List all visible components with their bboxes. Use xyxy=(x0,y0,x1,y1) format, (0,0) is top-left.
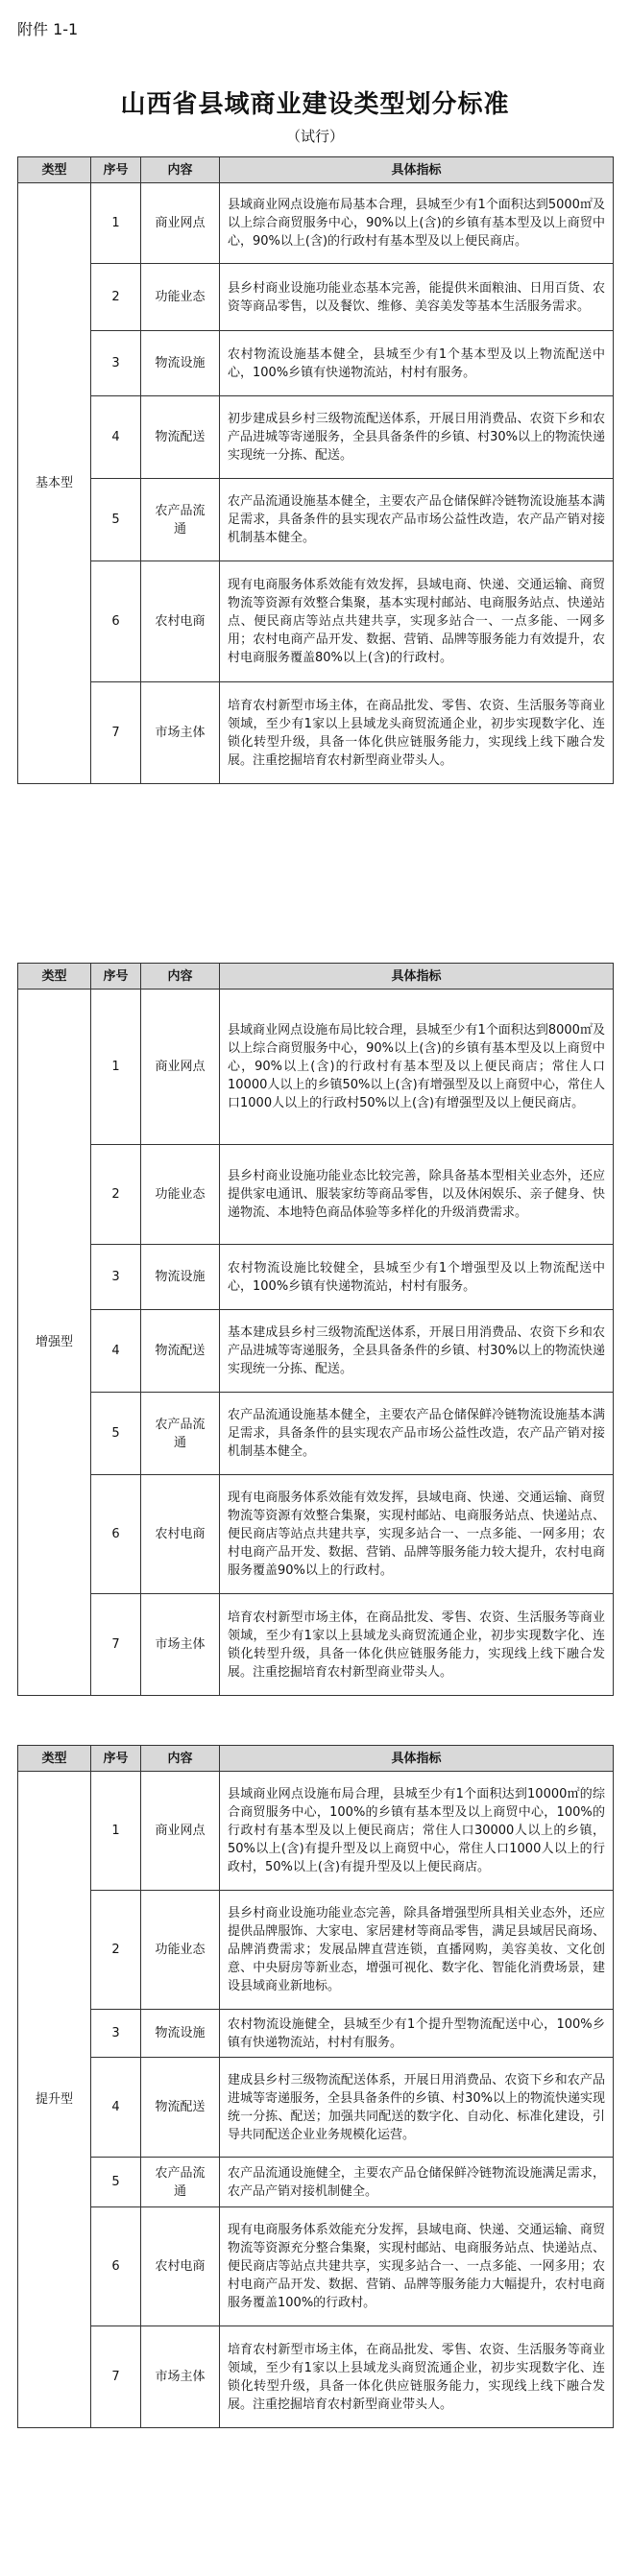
content-cell: 市场主体 xyxy=(141,1594,220,1696)
header-indicator: 具体指标 xyxy=(220,157,614,183)
content-cell: 市场主体 xyxy=(141,2326,220,2428)
seq-cell: 7 xyxy=(91,1594,141,1696)
table-row xyxy=(18,561,614,682)
standard-table-basic xyxy=(17,156,614,784)
table-row xyxy=(18,183,614,264)
table-row xyxy=(18,1393,614,1475)
seq-cell: 4 xyxy=(91,1310,141,1393)
content-cell: 功能业态 xyxy=(141,264,220,331)
table-row xyxy=(18,1772,614,1891)
type-cell: 增强型 xyxy=(18,990,91,1696)
table-header-row xyxy=(18,1746,614,1772)
content-cell: 功能业态 xyxy=(141,1145,220,1245)
header-content: 内容 xyxy=(141,157,220,183)
indicator-cell: 培育农村新型市场主体，在商品批发、零售、农资、生活服务等商业领域，至少有1家以上县域龙头商贸流通企业，初步实现数字化、连锁化转型升级，具备一体化供应链服务能力，实现线上线下融合发展。注重挖掘培育农村新型商业带头人。 xyxy=(220,682,614,784)
content-cell: 功能业态 xyxy=(141,1891,220,2010)
table-row xyxy=(18,1594,614,1696)
content-cell: 农产品流通 xyxy=(141,479,220,561)
seq-cell: 7 xyxy=(91,682,141,784)
content-cell: 商业网点 xyxy=(141,183,220,264)
type-cell: 基本型 xyxy=(18,183,91,784)
seq-cell: 4 xyxy=(91,2058,141,2158)
page-subtitle: （试行） xyxy=(285,128,344,145)
table-row xyxy=(18,1310,614,1393)
indicator-cell: 现有电商服务体系效能充分发挥，县域电商、快递、交通运输、商贸物流等资源充分整合集聚，实现村邮站、电商服务站点、快递站点、便民商店等站点共建共享，实现多站合一、一点多能、一网多用；农村电商产品开发、数据、营销、品牌等服务能力大幅提升，农村电商服务覆盖100%的行政村。 xyxy=(220,2207,614,2326)
type-cell: 提升型 xyxy=(18,1772,91,2428)
content-cell: 市场主体 xyxy=(141,682,220,784)
table-row xyxy=(18,2326,614,2428)
content-cell: 农村电商 xyxy=(141,2207,220,2326)
content-cell: 物流设施 xyxy=(141,1245,220,1310)
header-indicator: 具体指标 xyxy=(220,964,614,990)
indicator-cell: 农产品流通设施基本健全，主要农产品仓储保鲜冷链物流设施基本满足需求，具备条件的县实现农产品市场公益性改造，农产品产销对接机制基本健全。 xyxy=(220,479,614,561)
content-cell: 农村电商 xyxy=(141,561,220,682)
header-type: 类型 xyxy=(18,964,91,990)
content-cell: 商业网点 xyxy=(141,990,220,1145)
header-content: 内容 xyxy=(141,964,220,990)
table-row xyxy=(18,264,614,331)
indicator-cell: 现有电商服务体系效能有效发挥，县域电商、快递、交通运输、商贸物流等资源有效整合集聚，基本实现村邮站、电商服务站点、快递站点、便民商店等站点共建共享，实现多站合一、一点多能、一网多用；农村电商产品开发、数据、营销、品牌等服务能力有效提升，农村电商服务覆盖80%以上(含)的行政村。 xyxy=(220,561,614,682)
indicator-cell: 县乡村商业设施功能业态比较完善，除具备基本型相关业态外，还应提供家电通讯、服装家纺等商品零售，以及休闲娱乐、亲子健身、快递物流、本地特色商品体验等多样化的升级消费需求。 xyxy=(220,1145,614,1245)
table-row xyxy=(18,990,614,1145)
seq-cell: 2 xyxy=(91,1891,141,2010)
indicator-cell: 农产品流通设施基本健全，主要农产品仓储保鲜冷链物流设施基本满足需求，具备条件的县实现农产品市场公益性改造，农产品产销对接机制基本健全。 xyxy=(220,1393,614,1475)
seq-cell: 3 xyxy=(91,331,141,396)
content-cell: 物流配送 xyxy=(141,1310,220,1393)
indicator-cell: 基本建成县乡村三级物流配送体系，开展日用消费品、农资下乡和农产品进城等寄递服务，全县具备条件的乡镇、村30%以上的物流快递实现统一分拣、配送。 xyxy=(220,1310,614,1393)
standard-table-upgraded xyxy=(17,1745,614,2428)
indicator-cell: 初步建成县乡村三级物流配送体系，开展日用消费品、农资下乡和农产品进城等寄递服务，全县具备条件的乡镇、村30%以上的物流快递实现统一分拣、配送。 xyxy=(220,396,614,479)
seq-cell: 6 xyxy=(91,561,141,682)
page-title: 山西省县域商业建设类型划分标准 xyxy=(120,90,510,119)
table-row xyxy=(18,1145,614,1245)
indicator-cell: 农村物流设施比较健全，县城至少有1个增强型及以上物流配送中心，100%乡镇有快递物流站，村村有服务。 xyxy=(220,1245,614,1310)
indicator-cell: 现有电商服务体系效能有效发挥，县域电商、快递、交通运输、商贸物流等资源有效整合集聚，实现村邮站、电商服务站点、快递站点、便民商店等站点共建共享，实现多站合一、一点多能、一网多用；农村电商产品开发、数据、营销、品牌等服务能力较大提升，农村电商服务覆盖90%以上的行政村。 xyxy=(220,1475,614,1594)
header-type: 类型 xyxy=(18,1746,91,1772)
content-cell: 物流配送 xyxy=(141,2058,220,2158)
indicator-cell: 培育农村新型市场主体，在商品批发、零售、农资、生活服务等商业领域，至少有1家以上县域龙头商贸流通企业，初步实现数字化、连锁化转型升级，具备一体化供应链服务能力，实现线上线下融合发展。注重挖掘培育农村新型商业带头人。 xyxy=(220,1594,614,1696)
standard-table-enhanced xyxy=(17,963,614,1696)
table-row xyxy=(18,1245,614,1310)
seq-cell: 1 xyxy=(91,183,141,264)
header-content: 内容 xyxy=(141,1746,220,1772)
indicator-cell: 建成县乡村三级物流配送体系，开展日用消费品、农资下乡和农产品进城等寄递服务，全县具备条件的乡镇、村30%以上的物流快递实现统一分拣、配送；加强共同配送的数字化、自动化、标准化建设，引导共同配送企业业务规模化运营。 xyxy=(220,2058,614,2158)
indicator-cell: 农村物流设施健全，县城至少有1个提升型物流配送中心，100%乡镇有快递物流站，村村有服务。 xyxy=(220,2010,614,2058)
table-row xyxy=(18,1475,614,1594)
table-row xyxy=(18,396,614,479)
header-seq: 序号 xyxy=(91,157,141,183)
seq-cell: 6 xyxy=(91,1475,141,1594)
seq-cell: 4 xyxy=(91,396,141,479)
indicator-cell: 农村物流设施基本健全，县城至少有1个基本型及以上物流配送中心，100%乡镇有快递物流站，村村有服务。 xyxy=(220,331,614,396)
table-row xyxy=(18,1891,614,2010)
annex-label: 附件 1-1 xyxy=(17,20,79,38)
seq-cell: 5 xyxy=(91,2158,141,2207)
indicator-cell: 县域商业网点设施布局基本合理，县城至少有1个面积达到5000㎡及以上综合商贸服务中心，90%以上(含)的乡镇有基本型及以上商贸中心，90%以上(含)的行政村有基本型及以上便民商店。 xyxy=(220,183,614,264)
content-cell: 物流设施 xyxy=(141,331,220,396)
seq-cell: 2 xyxy=(91,1145,141,1245)
table-row xyxy=(18,682,614,784)
header-seq: 序号 xyxy=(91,1746,141,1772)
table-row xyxy=(18,331,614,396)
content-cell: 物流配送 xyxy=(141,396,220,479)
seq-cell: 1 xyxy=(91,990,141,1145)
indicator-cell: 县乡村商业设施功能业态完善，除具备增强型所具相关业态外，还应提供品牌服饰、大家电、家居建材等商品零售，满足县域居民商场、品牌消费需求；发展品牌直营连锁，直播网购，美容美妆、文化创意、中央厨房等新业态，增强可视化、数字化、智能化消费场景，建设县域商业新地标。 xyxy=(220,1891,614,2010)
indicator-cell: 培育农村新型市场主体，在商品批发、零售、农资、生活服务等商业领域，至少有1家以上县域龙头商贸流通企业，初步实现数字化、连锁化转型升级，具备一体化供应链服务能力，实现线上线下融合发展。注重挖掘培育农村新型商业带头人。 xyxy=(220,2326,614,2428)
seq-cell: 5 xyxy=(91,479,141,561)
table-row xyxy=(18,2207,614,2326)
indicator-cell: 农产品流通设施健全，主要农产品仓储保鲜冷链物流设施满足需求，农产品产销对接机制健全。 xyxy=(220,2158,614,2207)
seq-cell: 1 xyxy=(91,1772,141,1891)
header-indicator: 具体指标 xyxy=(220,1746,614,1772)
seq-cell: 3 xyxy=(91,1245,141,1310)
seq-cell: 6 xyxy=(91,2207,141,2326)
content-cell: 农产品流通 xyxy=(141,2158,220,2207)
indicator-cell: 县域商业网点设施布局比较合理，县城至少有1个面积达到8000㎡及以上综合商贸服务中心，90%以上(含)的乡镇有基本型及以上商贸中心，90%以上(含)的行政村有基本型及以上便民商店；常住人口10000人以上的乡镇50%以上(含)有增强型及以上商贸中心，常住人口1000人以上的行政村50%以上(含)有增强型及以上便民商店。 xyxy=(220,990,614,1145)
table-row xyxy=(18,2058,614,2158)
content-cell: 物流设施 xyxy=(141,2010,220,2058)
indicator-cell: 县域商业网点设施布局合理，县城至少有1个面积达到10000㎡的综合商贸服务中心，100%的乡镇有基本型及以上商贸中心，100%的行政村有基本型及以上便民商店；常住人口30000人以上的乡镇，50%以上(含)有提升型及以上商贸中心，常住人口1000人以上的行政村，50%以上(含)有提升型及以上便民商店。 xyxy=(220,1772,614,1891)
table-row xyxy=(18,2010,614,2058)
seq-cell: 7 xyxy=(91,2326,141,2428)
table-header-row xyxy=(18,157,614,183)
seq-cell: 3 xyxy=(91,2010,141,2058)
table-row xyxy=(18,479,614,561)
seq-cell: 5 xyxy=(91,1393,141,1475)
content-cell: 农村电商 xyxy=(141,1475,220,1594)
content-cell: 农产品流通 xyxy=(141,1393,220,1475)
content-cell: 商业网点 xyxy=(141,1772,220,1891)
indicator-cell: 县乡村商业设施功能业态基本完善，能提供米面粮油、日用百货、农资等商品零售，以及餐饮、维修、美容美发等基本生活服务需求。 xyxy=(220,264,614,331)
header-seq: 序号 xyxy=(91,964,141,990)
table-row xyxy=(18,2158,614,2207)
table-header-row xyxy=(18,964,614,990)
seq-cell: 2 xyxy=(91,264,141,331)
header-type: 类型 xyxy=(18,157,91,183)
